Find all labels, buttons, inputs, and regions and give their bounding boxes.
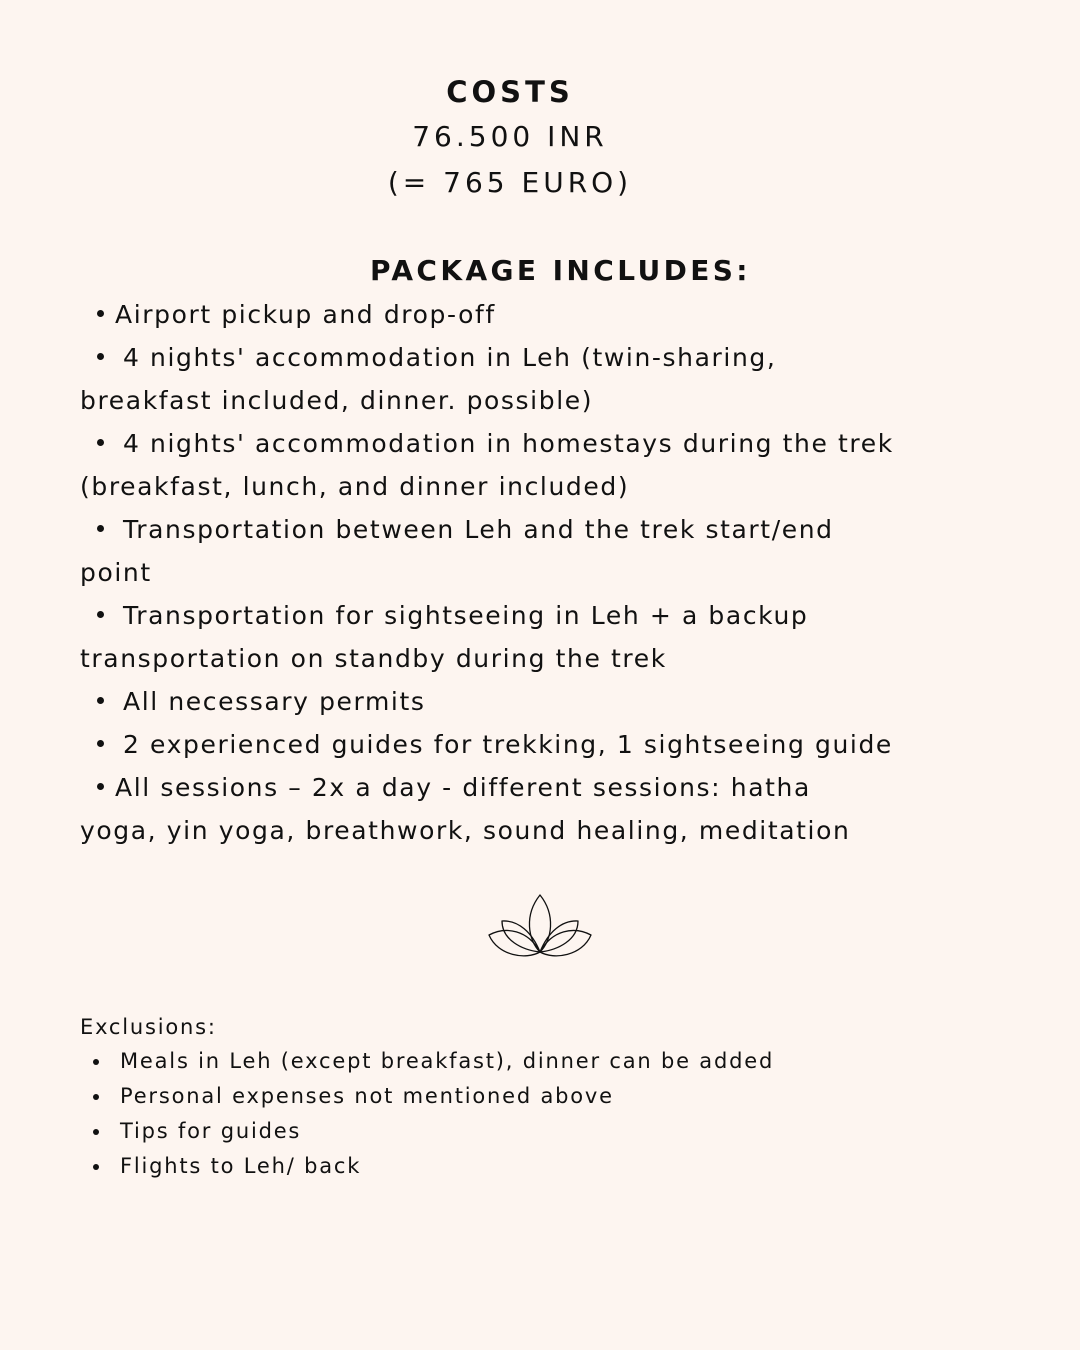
exclusion-item [80,1149,1040,1184]
lotus-petal-middle-right [540,921,578,952]
include-item-text: Airport pickup and drop-off [115,300,496,329]
lotus-petal-center [529,895,550,952]
lotus-divider [60,890,1020,960]
package-includes-title: PACKAGE INCLUDES: [370,254,751,287]
exclusions-title: Exclusions: [80,1015,217,1039]
include-item-line [80,336,1040,379]
package-includes-list [80,293,1040,852]
include-item-text: All sessions – 2x a day - different sessions: hatha [115,773,811,802]
bullet-icon [93,1059,99,1065]
exclusion-item [80,1044,1040,1079]
include-item-line [80,422,1040,465]
include-item [80,422,1040,508]
include-item [80,336,1040,422]
bullet-icon [97,525,104,532]
exclusion-item [80,1079,1040,1114]
include-item-line: breakfast included, dinner. possible) [80,386,594,415]
lotus-icon [484,890,596,960]
bullet-icon [97,783,104,790]
price-eur: (= 765 EURO) [387,166,633,199]
include-item-line [80,594,1040,637]
bullet-icon [93,1094,99,1100]
bullet-icon [97,310,104,317]
include-item [80,766,1040,852]
bullet-icon [93,1164,99,1170]
include-item-text: 2 experienced guides for trekking, 1 sightseeing guide [123,730,893,759]
include-item-line [80,766,1040,809]
exclusion-item-text: Flights to Leh/ back [120,1154,362,1178]
bullet-icon [97,697,104,704]
include-item [80,594,1040,680]
exclusion-item [80,1114,1040,1149]
include-item-line [80,723,1040,766]
include-item [80,680,1040,723]
bullet-icon [97,611,104,618]
include-item-text: 4 nights' accommodation in Leh (twin-sharing, [123,343,777,372]
include-item-line: (breakfast, lunch, and dinner included) [80,472,630,501]
include-item-text: All necessary permits [123,687,426,716]
lotus-petal-middle-left [502,921,540,952]
bullet-icon [97,439,104,446]
include-item-line [80,680,1040,723]
include-item [80,508,1040,594]
include-item [80,293,1040,336]
bullet-icon [97,353,104,360]
exclusion-item-text: Tips for guides [120,1119,302,1143]
costs-section [0,70,980,206]
include-item-line: point [80,558,152,587]
price-inr: 76.500 INR [412,120,608,153]
include-item-line: yoga, yin yoga, breathwork, sound healing, meditation [80,816,851,845]
bullet-icon [97,740,104,747]
costs-title: COSTS [446,75,574,109]
exclusions-section [80,1010,1040,1184]
bullet-icon [93,1129,99,1135]
include-item-line: transportation on standby during the trek [80,644,667,673]
exclusion-item-text: Personal expenses not mentioned above [120,1084,614,1108]
include-item-line [80,293,1040,336]
include-item-text: Transportation between Leh and the trek start/end [123,515,834,544]
include-item-text: Transportation for sightseeing in Leh + a backup [123,601,809,630]
include-item-line [80,508,1040,551]
include-item [80,723,1040,766]
exclusion-item-text: Meals in Leh (except breakfast), dinner can be added [120,1049,775,1073]
include-item-text: 4 nights' accommodation in homestays during the trek [123,429,894,458]
